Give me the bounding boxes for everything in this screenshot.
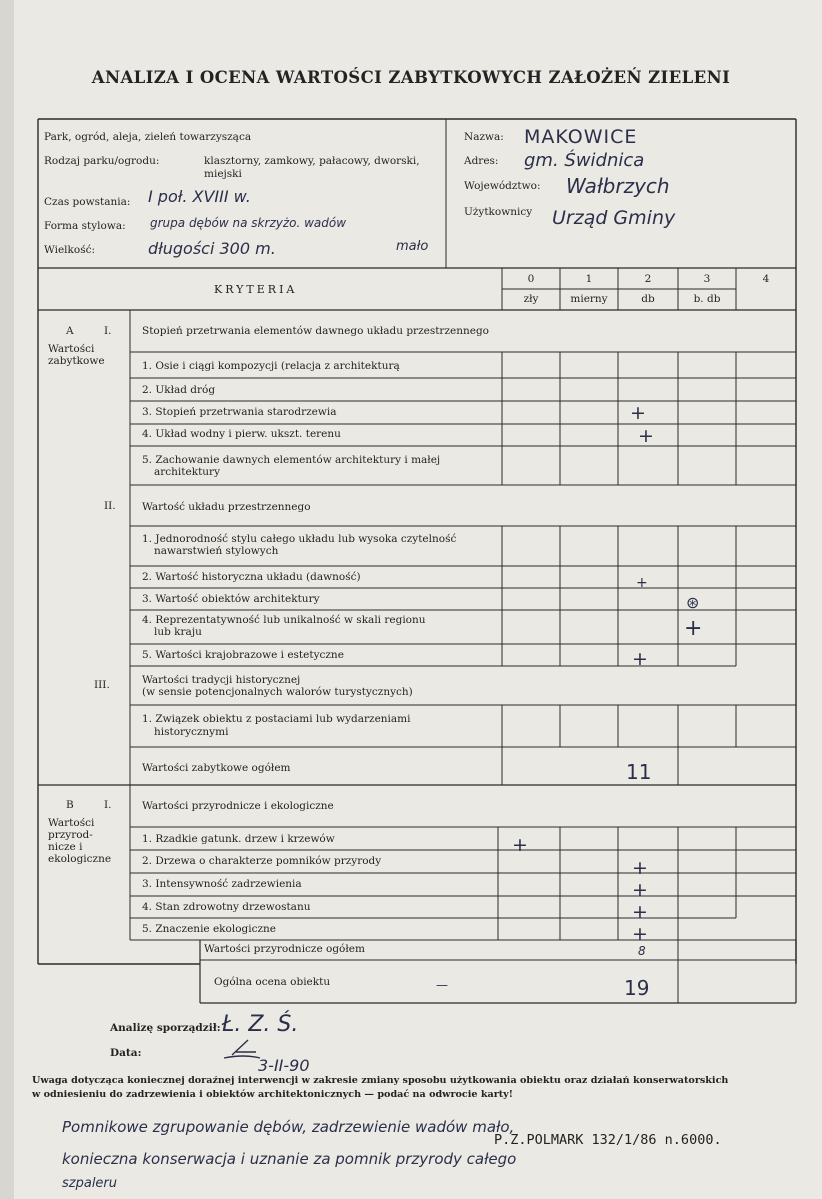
notes-line-3: szpaleru [62,1176,118,1191]
mark-a2-4: + [684,616,703,641]
section-a-code: A [66,325,74,337]
criterion-a1-5-cont: architektury [154,466,221,478]
forma-value: grupa dębów na skrzyżo. wadów [150,216,347,230]
score-num-3: 3 [703,273,711,285]
forma-label: Forma stylowa: [44,220,126,232]
group-2-roman: II. [104,500,116,512]
mark-b-1: + [512,834,528,856]
rodzaj-label: Rodzaj parku/ogrodu: [44,155,160,167]
criterion-b-5: 5. Znaczenie ekologiczne [142,923,277,935]
score-label-3: b. db [693,293,721,305]
score-label-1: mierny [570,293,608,305]
score-num-1: 1 [585,273,593,285]
mark-a2-3: ⊛ [686,593,700,612]
adres-label: Adres: [464,155,499,167]
mark-b-3: + [632,879,648,901]
analiza-signature: Ł. Z. Ś. [222,1012,299,1037]
criterion-a2-4: 4. Reprezentatywność lub unikalność w skali regionu [142,614,426,626]
section-a-roman: I. [104,325,112,337]
group-1-title: Stopień przetrwania elementów dawnego układu przestrzennego [142,325,489,337]
uzytkownicy-value: Urząd Gminy [552,207,676,229]
criterion-b-2: 2. Drzewa o charakterze pomników przyrody [142,855,382,867]
overall-label: Ogólna ocena obiektu [214,976,331,988]
uwaga-line-2: w odniesieniu do zadrzewienia i obiektów architektonicznych — podać na odwrocie karty! [32,1089,513,1100]
section-b-title: Wartości przyrodnicze i ekologiczne [142,800,334,812]
section-b-label-1: Wartości [48,817,95,829]
score-num-4: 4 [762,273,770,285]
section-a-label-2: zabytkowe [48,355,105,367]
group-3-title: Wartości tradycji historycznej [142,674,301,686]
uwaga-line-1: Uwaga dotycząca koniecznej doraźnej interwencji w zakresie zmiany sposobu użytkowania obiektu oraz działań konserwatorskich [32,1075,729,1086]
wielkosc-value: długości 300 m. [148,239,276,258]
section-b-code: B [66,799,74,811]
criterion-b-1: 1. Rzadkie gatunk. drzew i krzewów [142,833,335,845]
czas-label: Czas powstania: [44,196,131,208]
section-a-label-1: Wartości [48,343,95,355]
mark-a2-2: + [636,575,648,591]
overall-dash: — [436,978,448,992]
mark-a1-3: + [630,402,646,424]
section-a-total-value: 11 [626,760,652,784]
group-3-roman: III. [94,679,110,691]
adres-value: gm. Świdnica [524,150,645,171]
printer-imprint: P.Z.POLMARK 132/1/86 n.6000. [494,1132,722,1148]
mark-a2-5: + [632,648,648,670]
wielkosc-label: Wielkość: [44,244,96,256]
criterion-a1-5: 5. Zachowanie dawnych elementów architektury i małej [142,454,441,466]
overall-value: 19 [624,976,650,1000]
criterion-a2-2: 2. Wartość historyczna układu (dawność) [142,571,361,583]
mark-b-2: + [632,857,648,879]
score-label-0: zły [523,293,539,305]
group-2-title: Wartość układu przestrzennego [142,501,311,513]
data-value: 3-II-90 [258,1056,310,1075]
mark-b-4: + [632,901,648,923]
criterion-a2-3: 3. Wartość obiektów architektury [142,593,320,605]
park-label: Park, ogród, aleja, zieleń towarzysząca [44,131,252,143]
criterion-a1-2: 2. Układ dróg [142,384,216,396]
criterion-a1-3: 3. Stopień przetrwania starodrzewia [142,406,337,418]
section-b-label-3: nicze i [48,841,83,853]
section-a-total-label: Wartości zabytkowe ogółem [142,762,291,774]
wojewodztwo-value: Wałbrzych [566,174,670,198]
analiza-label: Analizę sporządził: [110,1022,221,1034]
data-label: Data: [110,1047,142,1059]
criterion-a3-1-cont: historycznymi [154,726,229,738]
criterion-a3-1: 1. Związek obiektu z postaciami lub wydarzeniami [142,713,411,725]
notes-line-1: Pomnikowe zgrupowanie dębów, zadrzewienie wadów mało, [62,1118,515,1136]
wojewodztwo-label: Województwo: [464,180,541,192]
score-num-2: 2 [644,273,652,285]
criterion-b-3: 3. Intensywność zadrzewienia [142,878,302,890]
criterion-a2-4-cont: lub kraju [154,626,202,638]
czas-value: I poł. XVIII w. [148,187,251,206]
mark-a1-4: + [638,425,654,447]
notes-line-2: konieczna konserwacja i uznanie za pomnik przyrody całego [62,1150,517,1168]
mark-b-5: + [632,923,648,945]
criterion-a2-1: 1. Jednorodność stylu całego układu lub wysoka czytelność [142,533,457,545]
criterion-a2-1-cont: nawarstwień stylowych [154,545,279,557]
nazwa-label: Nazwa: [464,131,504,143]
section-b-label-2: przyrod- [48,829,93,841]
section-b-total-label: Wartości przyrodnicze ogółem [204,943,365,955]
rodzaj-options: klasztorny, zamkowy, pałacowy, dworski, [204,155,420,167]
wielkosc-extra: mało [396,239,429,254]
section-b-roman: I. [104,799,112,811]
section-b-label-4: ekologiczne [48,853,112,865]
criterion-a1-4: 4. Układ wodny i pierw. ukszt. terenu [142,428,341,440]
document-title: ANALIZA I OCENA WARTOŚCI ZABYTKOWYCH ZAŁOŻEŃ ZIELENI [91,68,731,87]
kryteria-title: KRYTERIA [214,283,298,296]
uzytkownicy-label: Użytkownicy [464,206,533,218]
nazwa-value: MAKOWICE [524,126,638,148]
rodzaj-options-2: miejski [204,168,242,180]
criterion-b-4: 4. Stan zdrowotny drzewostanu [142,901,311,913]
criterion-a2-5: 5. Wartości krajobrazowe i estetyczne [142,649,344,661]
score-label-2: db [641,293,655,305]
section-b-total-value: 8 [638,944,646,958]
criterion-a1-1: 1. Osie i ciągi kompozycji (relacja z architekturą [142,360,400,372]
score-num-0: 0 [527,273,535,285]
group-3-subtitle: (w sensie potencjonalnych walorów turystycznych) [142,686,413,698]
